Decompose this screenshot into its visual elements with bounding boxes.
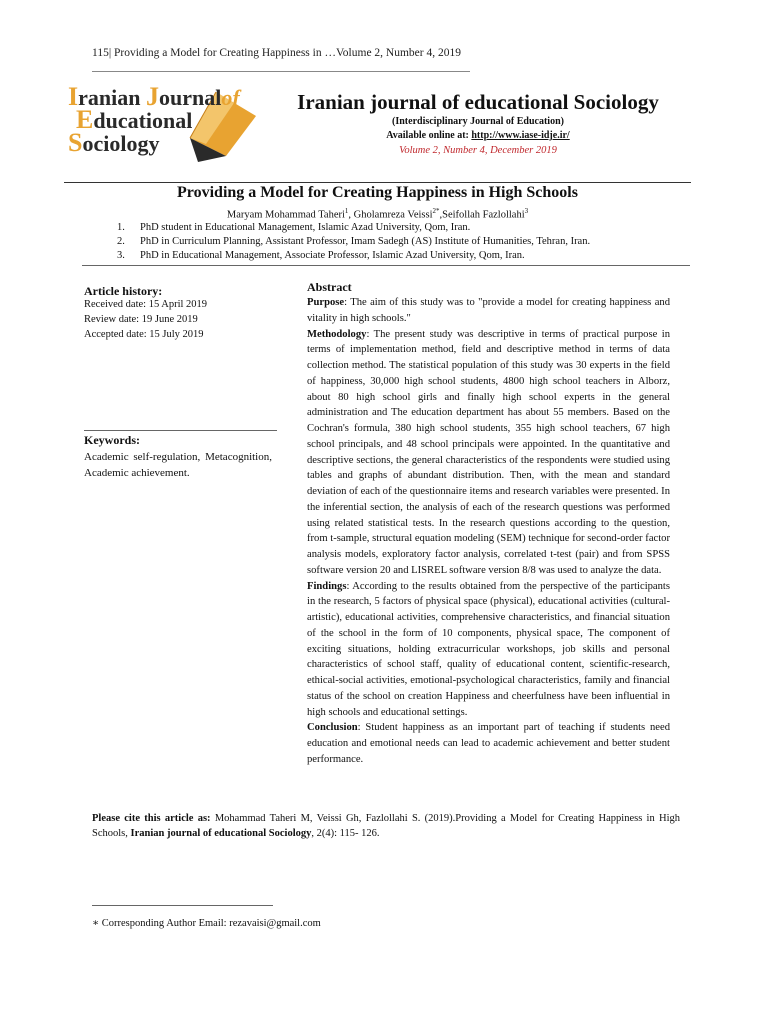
methodology-text: : The present study was descriptive in terms of practical purpose in terms of implementation method, field and descriptive method in terms of data collection method. The statistical population of this study was 30 experts in the field of happiness, 30,000 high school students, 4800 high school teachers in Alborz, about 80 high school girls and finally high school experts in the general administration and The education department has about 55 members. Based on the Cochran's formula, 380 high school students, 355 high school teachers, 67 high school principals, and 48 school principals were appointed. In the quantitative and descriptive sections, the general characteristics of the respondents were studied using tables and graphs of abundant distribution. Then, with the mean and standard deviation of each of the questionnaire items and research variables were presented. In the inferential section, the analysis of each of the research questions was performed using related statistical tests. In the research questions according to the question, from t-sample, structural equation modeling (SEM) technique for second-order factor analysis models, exploratory factor analysis, correlated t-test (pair) and from SPSS software version 20 and LISREL software version 8/8 was used to analyze the data. (307, 328, 670, 576)
affiliation-item: 1. PhD student in Educational Management, Islamic Azad University, Qom, Iran. (117, 222, 471, 233)
journal-url-link[interactable]: http://www.iase-idje.ir/ (471, 130, 570, 141)
findings-label: Findings (307, 580, 347, 592)
corresponding-author-footnote: ∗ Corresponding Author Email: rezavaisi@gmail.com (92, 918, 321, 929)
logo-line-2: Educational (76, 105, 193, 134)
keywords-text: Academic self-regulation, Metacognition, Academic achievement. (84, 451, 272, 479)
logo-line-3: Sociology (68, 128, 160, 157)
conclusion-label: Conclusion (307, 722, 358, 734)
volume-line: Volume 2, Number 4, December 2019 (399, 145, 557, 156)
footnote-divider (92, 905, 273, 906)
logo-line-1: Iranian Journalof (68, 82, 240, 111)
abstract-heading: Abstract (307, 280, 352, 294)
purpose-label: Purpose (307, 297, 345, 308)
author-list: Maryam Mohammad Taheri$^1$, Gholamreza Veissi$^{2*}$,Seifollah Fazlollahi$^3$ (226, 207, 529, 221)
running-head-divider (92, 71, 470, 72)
affiliation-divider (82, 265, 690, 266)
keywords-divider (84, 430, 277, 431)
keywords-heading: Keywords: (84, 433, 140, 447)
history-item: Accepted date: 15 July 2019 (84, 329, 204, 340)
available-online: Available online at: http://www.iase-idje.ir/ (386, 130, 570, 141)
affiliation-item: 3. PhD in Educational Management, Associate Professor, Islamic Azad University, Qom, Iran. (117, 250, 525, 261)
running-head: 115| Providing a Model for Creating Happiness in …Volume 2, Number 4, 2019 (92, 47, 461, 59)
article-history-heading: Article history: (84, 284, 163, 298)
journal-logo (66, 82, 266, 164)
history-item: Review date: 19 June 2019 (84, 314, 198, 325)
affiliation-item: 2. PhD in Curriculum Planning, Assistant Professor, Imam Sadegh (AS) Institute of Humanities, Tehran, Iran. (117, 236, 591, 247)
methodology-label: Methodology (307, 328, 367, 340)
findings-text: : According to the results obtained from the perspective of the participants in the research, 5 factors of physical space (physical), educational activities (cultural-artistic), educational activities, comprehensive characteristics, and financial situation of the school in the form of 10 components, physical space, The component of exciting situations, holding extracurricular workshops, job skills and personal characteristics of school staff, quality of educational content, scientific-research, ethical-social activities, emotional-psychological characteristics, family and financial status of the school on creation Happiness and cheerfulness have been influential in high schools and educational settings. (307, 580, 670, 718)
citation: Please cite this article as: Mohammad Taheri M, Veissi Gh, Fazlollahi S. (2019).Providing a Model for Creating Happiness in High Schools, Iranian journal of educational Sociology, 2(4): 115- 126. (92, 813, 680, 839)
purpose-text: : The aim of this study was to "provide a model for creating happiness and vitality in high schools." (307, 297, 670, 324)
abstract-body (307, 295, 670, 768)
history-item: Received date: 15 April 2019 (84, 299, 208, 310)
journal-title: Iranian journal of educational Sociology (297, 90, 659, 114)
title-divider (64, 182, 691, 183)
journal-subtitle: (Interdisciplinary Journal of Education) (392, 116, 564, 127)
conclusion-text: : Student happiness as an important part of teaching if students need education and emotional needs can lead to academic achievement and better student performance. (307, 722, 670, 765)
paper-title: Providing a Model for Creating Happiness in High Schools (177, 184, 578, 201)
